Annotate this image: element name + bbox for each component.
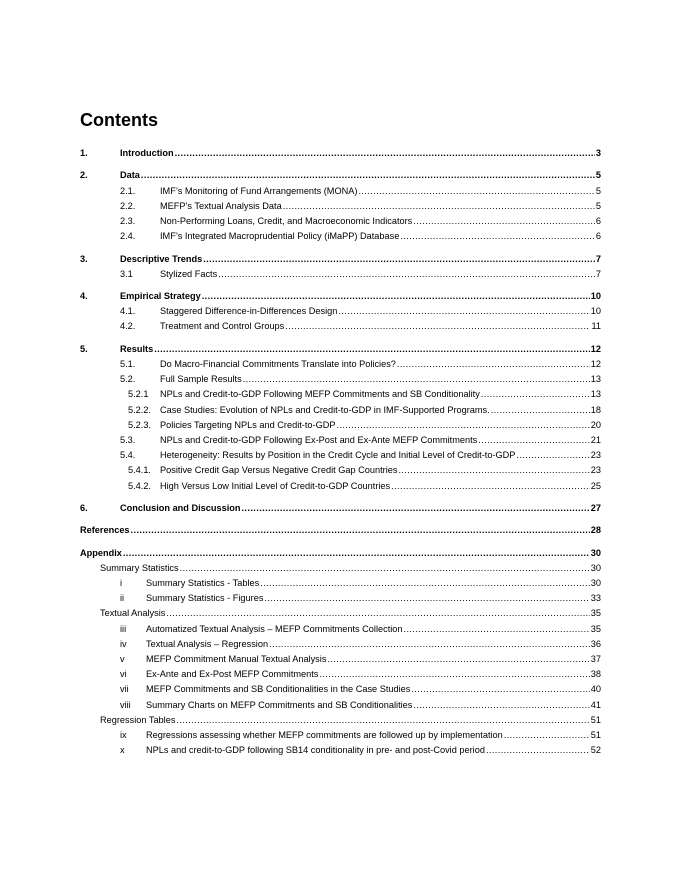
- toc-entry-number: 3.1: [120, 268, 133, 279]
- dot-leader: [154, 342, 590, 357]
- toc-entry-number: 6.: [80, 502, 88, 513]
- toc-entry-number: vii: [120, 684, 129, 695]
- toc-entry-title: MEFP Commitment Manual Textual Analysis: [146, 653, 327, 664]
- toc-entry-results[interactable]: [80, 342, 601, 357]
- toc-entry-number: 2.4.: [120, 231, 136, 242]
- toc-entry-mona[interactable]: [80, 184, 601, 199]
- toc-entry-page: 12: [590, 343, 601, 354]
- toc-entry-page: 5: [595, 170, 601, 181]
- dot-leader: [269, 637, 590, 652]
- toc-entry-page: 7: [595, 253, 601, 264]
- toc-entry-page: 3: [595, 148, 601, 158]
- toc-entry-manual-textual[interactable]: [80, 652, 601, 667]
- toc-entry-page: 11: [591, 321, 601, 332]
- toc-entry-treatment-control[interactable]: [80, 319, 601, 334]
- dot-leader: [338, 304, 589, 319]
- dot-leader: [123, 546, 590, 561]
- toc-entry-references[interactable]: [80, 523, 601, 538]
- dot-leader: [243, 372, 590, 387]
- toc-entry-title: IMF’s Monitoring of Fund Arrangements (MONA): [160, 185, 358, 196]
- toc-entry-page: 10: [590, 306, 601, 317]
- toc-entry-regression-tables[interactable]: [80, 713, 601, 728]
- toc-entry-number: 4.1.: [120, 306, 136, 317]
- toc-entry-conclusion[interactable]: [80, 501, 601, 516]
- toc-entry-introduction[interactable]: [80, 146, 601, 161]
- toc-entry-title: Treatment and Control Groups: [160, 321, 285, 332]
- toc-entry-npl-indicators[interactable]: [80, 214, 601, 229]
- toc-entry-sb14-covid[interactable]: [80, 743, 601, 758]
- dot-leader: [358, 184, 594, 199]
- toc-entry-title: Positive Credit Gap Versus Negative Credit Gap Countries: [160, 465, 398, 476]
- toc-entry-number: v: [120, 653, 125, 664]
- dot-leader: [203, 252, 595, 267]
- toc-entry-page: 36: [590, 638, 601, 649]
- toc-entry-page: 6: [595, 231, 601, 242]
- toc-entry-title: Full Sample Results: [160, 374, 242, 385]
- toc-entry-staggered-did[interactable]: [80, 304, 601, 319]
- toc-entry-title: Regressions assessing whether MEFP commitments are followed up by implementation: [146, 729, 503, 740]
- toc-entry-page: 25: [590, 480, 601, 491]
- toc-entry-page: 13: [590, 389, 601, 400]
- toc-entry-npl-sb-conditionality[interactable]: [80, 387, 601, 402]
- toc-entry-page: 38: [590, 669, 601, 680]
- dot-leader: [175, 146, 595, 161]
- toc-entry-page: 30: [590, 562, 601, 573]
- toc-entry-number: 4.: [80, 291, 88, 302]
- toc-entry-summary-statistics[interactable]: [80, 561, 601, 576]
- toc-entry-page: 35: [590, 623, 601, 634]
- toc-entry-page: 23: [590, 465, 601, 476]
- toc-entry-number: 5.1.: [120, 359, 136, 369]
- dot-leader: [404, 622, 590, 637]
- toc-entry-empirical-strategy[interactable]: [80, 289, 601, 304]
- dot-leader: [413, 214, 595, 229]
- toc-entry-initial-credit-level[interactable]: [80, 479, 601, 494]
- toc-entry-number: viii: [120, 699, 131, 710]
- toc-entry-imapp[interactable]: [80, 229, 601, 244]
- toc-entry-summary-figures[interactable]: [80, 591, 601, 606]
- toc-entry-title: MEFP’s Textual Analysis Data: [160, 200, 282, 211]
- toc-entry-heterogeneity[interactable]: [80, 448, 601, 463]
- toc-entry-title: MEFP Commitments and SB Conditionalities in the Case Studies: [146, 684, 411, 695]
- dot-leader: [411, 682, 589, 697]
- toc-entry-number: 2.3.: [120, 215, 136, 226]
- dot-leader: [400, 229, 595, 244]
- dot-leader: [391, 479, 590, 494]
- toc-entry-number: 5.4.: [120, 450, 136, 461]
- dot-leader: [241, 501, 589, 516]
- toc-entry-title: Do Macro-Financial Commitments Translate into Policies?: [160, 359, 396, 369]
- toc-entry-case-study-conditionalities[interactable]: [80, 682, 601, 697]
- dot-leader: [413, 698, 589, 713]
- toc-entry-title: Heterogeneity: Results by Position in the Credit Cycle and Initial Level of Credit-to-GDP: [160, 450, 516, 461]
- toc-entry-page: 13: [590, 374, 601, 385]
- toc-entry-number: 5.: [80, 343, 88, 354]
- dot-leader: [176, 713, 589, 728]
- toc-entry-number: 2.2.: [120, 200, 136, 211]
- toc-entry-number: iv: [120, 638, 127, 649]
- toc-entry-number: iii: [120, 623, 127, 634]
- dot-leader: [141, 168, 595, 183]
- dot-leader: [218, 267, 595, 282]
- toc-entry-page: 51: [590, 729, 601, 740]
- toc-entry-page: 51: [590, 714, 601, 725]
- toc-entry-title: Ex-Ante and Ex-Post MEFP Commitments: [146, 669, 319, 680]
- toc-entry-page: 27: [590, 502, 601, 513]
- toc-entry-page: 23: [590, 450, 601, 461]
- table-of-contents: [80, 146, 601, 758]
- toc-entry-title: Introduction: [120, 148, 174, 158]
- toc-entry-title: References: [80, 525, 130, 536]
- toc-entry-title: Textual Analysis: [100, 608, 166, 619]
- toc-entry-textual-analysis[interactable]: [80, 606, 601, 621]
- dot-leader: [478, 433, 590, 448]
- toc-entry-title: Data: [120, 170, 140, 181]
- toc-entry-case-studies[interactable]: [80, 403, 601, 418]
- toc-entry-title: NPLs and credit-to-GDP following SB14 conditionality in pre- and post-Covid period: [146, 745, 485, 756]
- dot-leader: [285, 319, 590, 334]
- toc-entry-page: 30: [590, 547, 601, 558]
- toc-entry-title: Conclusion and Discussion: [120, 502, 241, 513]
- dot-leader: [319, 667, 589, 682]
- toc-entry-implementation-regressions[interactable]: [80, 728, 601, 743]
- toc-entry-title: Results: [120, 343, 154, 354]
- toc-entry-page: 18: [590, 404, 601, 415]
- toc-entry-number: ii: [120, 593, 125, 604]
- toc-entry-number: 1.: [80, 148, 88, 158]
- toc-entry-title: Appendix: [80, 547, 122, 558]
- toc-entry-number: vi: [120, 669, 127, 680]
- toc-entry-title: Summary Charts on MEFP Commitments and SB Conditionalities: [146, 699, 413, 710]
- toc-entry-page: 35: [590, 608, 601, 619]
- toc-entry-ex-post-ex-ante[interactable]: [80, 433, 601, 448]
- page-title: Contents: [80, 110, 158, 130]
- toc-entry-page: 30: [590, 578, 601, 588]
- toc-entry-descriptive-trends[interactable]: [80, 252, 601, 267]
- toc-entry-full-sample-results[interactable]: [80, 372, 601, 387]
- dot-leader: [180, 561, 590, 576]
- dot-leader: [397, 357, 590, 372]
- dot-leader: [481, 387, 590, 402]
- dot-leader: [202, 289, 590, 304]
- toc-entry-data[interactable]: [80, 168, 601, 183]
- toc-entry-title: NPLs and Credit-to-GDP Following MEFP Commitments and SB Conditionality: [160, 389, 480, 400]
- toc-entry-number: 5.2.: [120, 374, 136, 385]
- toc-entry-title: Policies Targeting NPLs and Credit-to-GDP: [160, 419, 336, 430]
- toc-entry-number: 5.4.2.: [128, 480, 151, 491]
- toc-entry-page: 21: [590, 434, 601, 445]
- toc-entry-number: 2.1.: [120, 185, 136, 196]
- toc-entry-policies-targeting[interactable]: [80, 418, 601, 433]
- toc-entry-macro-financial-commitments[interactable]: [80, 357, 601, 372]
- toc-entry-automatized-textual[interactable]: [80, 622, 601, 637]
- toc-entry-page: 20: [590, 419, 601, 430]
- toc-entry-page: 28: [590, 525, 601, 536]
- toc-entry-appendix[interactable]: [80, 546, 601, 561]
- toc-entry-credit-gap[interactable]: [80, 463, 601, 478]
- toc-entry-title: Stylized Facts: [160, 268, 218, 279]
- toc-entry-page: 6: [595, 215, 601, 226]
- toc-entry-number: 5.3.: [120, 434, 136, 445]
- toc-entry-number: ix: [120, 729, 127, 740]
- toc-entry-number: 5.2.1: [128, 389, 149, 400]
- toc-entry-title: Summary Statistics: [100, 562, 179, 573]
- toc-entry-number: 3.: [80, 253, 88, 264]
- toc-entry-stylized-facts[interactable]: [80, 267, 601, 282]
- toc-entry-number: 2.: [80, 170, 88, 181]
- dot-leader: [327, 652, 589, 667]
- toc-entry-number: 5.2.3.: [128, 419, 151, 430]
- dot-leader: [131, 523, 590, 538]
- toc-entry-title: IMF’s Integrated Macroprudential Policy (iMaPP) Database: [160, 231, 400, 242]
- toc-entry-summary-tables[interactable]: [80, 576, 601, 591]
- toc-entry-title: Case Studies: Evolution of NPLs and Credit-to-GDP in IMF-Supported Programs.: [160, 404, 490, 415]
- toc-entry-title: NPLs and Credit-to-GDP Following Ex-Post and Ex-Ante MEFP Commitments: [160, 434, 478, 445]
- toc-entry-title: Summary Statistics - Figures: [146, 593, 264, 604]
- toc-entry-title: Summary Statistics - Tables: [146, 578, 260, 588]
- dot-leader: [166, 606, 589, 621]
- dot-leader: [516, 448, 589, 463]
- toc-entry-page: 5: [595, 185, 601, 196]
- toc-entry-title: Staggered Difference-in-Differences Design: [160, 306, 338, 317]
- toc-entry-number: i: [120, 578, 123, 588]
- toc-entry-number: x: [120, 745, 125, 756]
- dot-leader: [398, 463, 589, 478]
- toc-entry-page: 40: [590, 684, 601, 695]
- dot-leader: [264, 591, 589, 606]
- dot-leader: [491, 403, 590, 418]
- toc-entry-title: Descriptive Trends: [120, 253, 203, 264]
- dot-leader: [486, 743, 590, 758]
- toc-entry-summary-charts[interactable]: [80, 698, 601, 713]
- toc-entry-title: Non-Performing Loans, Credit, and Macroeconomic Indicators: [160, 215, 413, 226]
- toc-entry-title: Automatized Textual Analysis – MEFP Commitments Collection: [146, 623, 403, 634]
- toc-entry-page: 41: [590, 699, 601, 710]
- dot-leader: [283, 199, 595, 214]
- dot-leader: [260, 576, 590, 591]
- toc-entry-page: 33: [590, 593, 601, 604]
- toc-entry-title: Empirical Strategy: [120, 291, 201, 302]
- toc-entry-mefp-textual-data[interactable]: [80, 199, 601, 214]
- dot-leader: [337, 418, 590, 433]
- toc-entry-number: 4.2.: [120, 321, 136, 332]
- toc-entry-page: 7: [595, 268, 601, 279]
- dot-leader: [504, 728, 590, 743]
- toc-entry-page: 37: [590, 653, 601, 664]
- toc-entry-textual-regression[interactable]: [80, 637, 601, 652]
- toc-entry-title: High Versus Low Initial Level of Credit-to-GDP Countries: [160, 480, 391, 491]
- toc-entry-page: 12: [590, 359, 601, 369]
- toc-entry-title: Regression Tables: [100, 714, 176, 725]
- toc-entry-page: 10: [590, 291, 601, 302]
- toc-entry-title: Textual Analysis – Regression: [146, 638, 269, 649]
- toc-entry-page: 52: [590, 745, 601, 756]
- toc-entry-ex-ante-ex-post[interactable]: [80, 667, 601, 682]
- toc-entry-page: 5: [595, 200, 601, 211]
- toc-entry-number: 5.4.1.: [128, 465, 151, 476]
- toc-entry-number: 5.2.2.: [128, 404, 151, 415]
